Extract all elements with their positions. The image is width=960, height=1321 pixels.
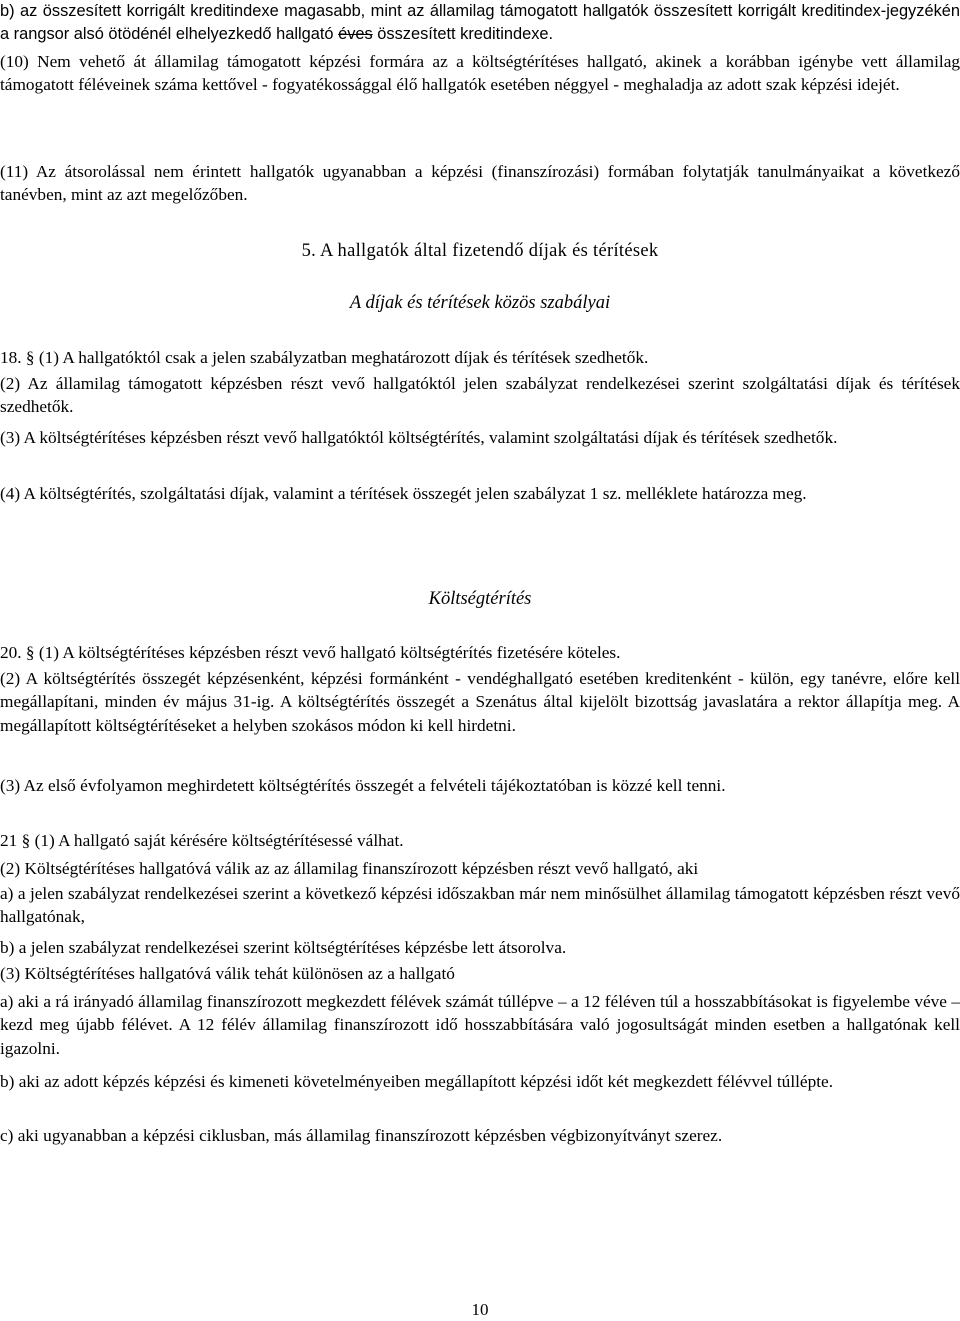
paragraph-9b (0, 0, 960, 47)
paragraph-18-3: (3) A költségtérítéses képzésben részt vevő hallgatóktól költségtérítés, valamint szolgáltatási díjak és térítések szedhetők. (0, 428, 838, 447)
paragraph-21-3c: c) aki ugyanabban a képzési ciklusban, más államilag finanszírozott képzésben végbizonyítványt szerez. (0, 1126, 723, 1145)
subheading-cost-fee: Költségtérítés (428, 589, 532, 609)
section-heading-5: 5. A hallgatók által fizetendő díjak és térítések (301, 241, 659, 261)
paragraph-21-1: 21 § (1) A hallgató saját kérésére költségtérítésessé válhat. (0, 831, 404, 850)
paragraph-18-4: (4) A költségtérítés, szolgáltatási díjak, valamint a térítések összegét jelen szabályzat 1 sz. melléklete határozza meg. (0, 484, 807, 503)
paragraph-9b-text-1: b) az összesített korrigált kreditindexe magasabb, mint az államilag támogatott hallgatók összesített korrigált kreditindex-jegyzékén a rangsor alsó ötödénél elhelyezkedő hallgató (0, 2, 960, 44)
paragraph-9b-text-2: összesített kreditindexe. (372, 25, 554, 44)
paragraph-18-2: (2) Az államilag támogatott képzésben részt vevő hallgatóktól jelen szabályzat rendelkezései szerint szolgáltatási díjak és térítések szedhetők. (0, 374, 960, 417)
paragraph-21-3: (3) Költségtérítéses hallgatóvá válik tehát különösen az a hallgató (0, 964, 455, 983)
paragraph-20-2: (2) A költségtérítés összegét képzésenként, képzési formánként - vendéghallgató esetében kreditenként - külön, egy tanévre, előre kell megállapítani, minden év május 31-ig. A költségtérítés összegét a Szenátus által kijelölt bizottság javaslatára a rektor állapítja meg. A megállapított költségtérítéseket a helyben szokásos módon ki kell hirdetni. (0, 669, 960, 735)
paragraph-21-3b: b) aki az adott képzés képzési és kimeneti követelményeiben megállapított képzési időt két megkezdett félévvel túllépte. (0, 1072, 834, 1091)
paragraph-10: (10) Nem vehető át államilag támogatott képzési formára az a költségtérítéses hallgató, akinek a korábban igénybe vett államilag támogatott féléveinek száma kettővel - fogyatékossággal élő hallgatók esetében néggyel - meghaladja az adott szak képzési idejét. (0, 52, 960, 95)
subheading-common-rules: A díjak és térítések közös szabályai (349, 293, 611, 313)
paragraph-21-2b: b) a jelen szabályzat rendelkezései szerint költségtérítéses képzésbe lett átsorolva. (0, 938, 567, 957)
paragraph-20-3: (3) Az első évfolyamon meghirdetett költségtérítés összegét a felvételi tájékoztatóban is közzé kell tenni. (0, 776, 726, 795)
paragraph-21-3a: a) aki a rá irányadó államilag finanszírozott megkezdett félévek számát túllépve – a 12 féléven túl a hosszabbításokat is figyelembe véve – kezd meg újabb félévet. A 12 félév államilag finanszírozott idő hosszabbítására való jogosultságát minden esetben a hallgatónak kell igazolni. (0, 992, 960, 1058)
paragraph-18-1: 18. § (1) A hallgatóktól csak a jelen szabályzatban meghatározott díjak és térítések szedhetők. (0, 348, 649, 367)
paragraph-11: (11) Az átsorolással nem érintett hallgatók ugyanabban a képzési (finanszírozási) formában folytatják tanulmányaikat a következő tanévben, mint az azt megelőzőben. (0, 162, 960, 205)
page-number: 10 (471, 1300, 489, 1319)
paragraph-20-1: 20. § (1) A költségtérítéses képzésben részt vevő hallgató költségtérítés fizetésére köteles. (0, 643, 621, 662)
paragraph-21-2: (2) Költségtérítéses hallgatóvá válik az az államilag finanszírozott képzésben részt vevő hallgató, aki (0, 859, 699, 878)
paragraph-21-2a: a) a jelen szabályzat rendelkezései szerint a következő képzési időszakban már nem minősülhet államilag támogatott képzésben részt vevő hallgatónak, (0, 884, 960, 927)
struck-word: éves (338, 25, 373, 44)
